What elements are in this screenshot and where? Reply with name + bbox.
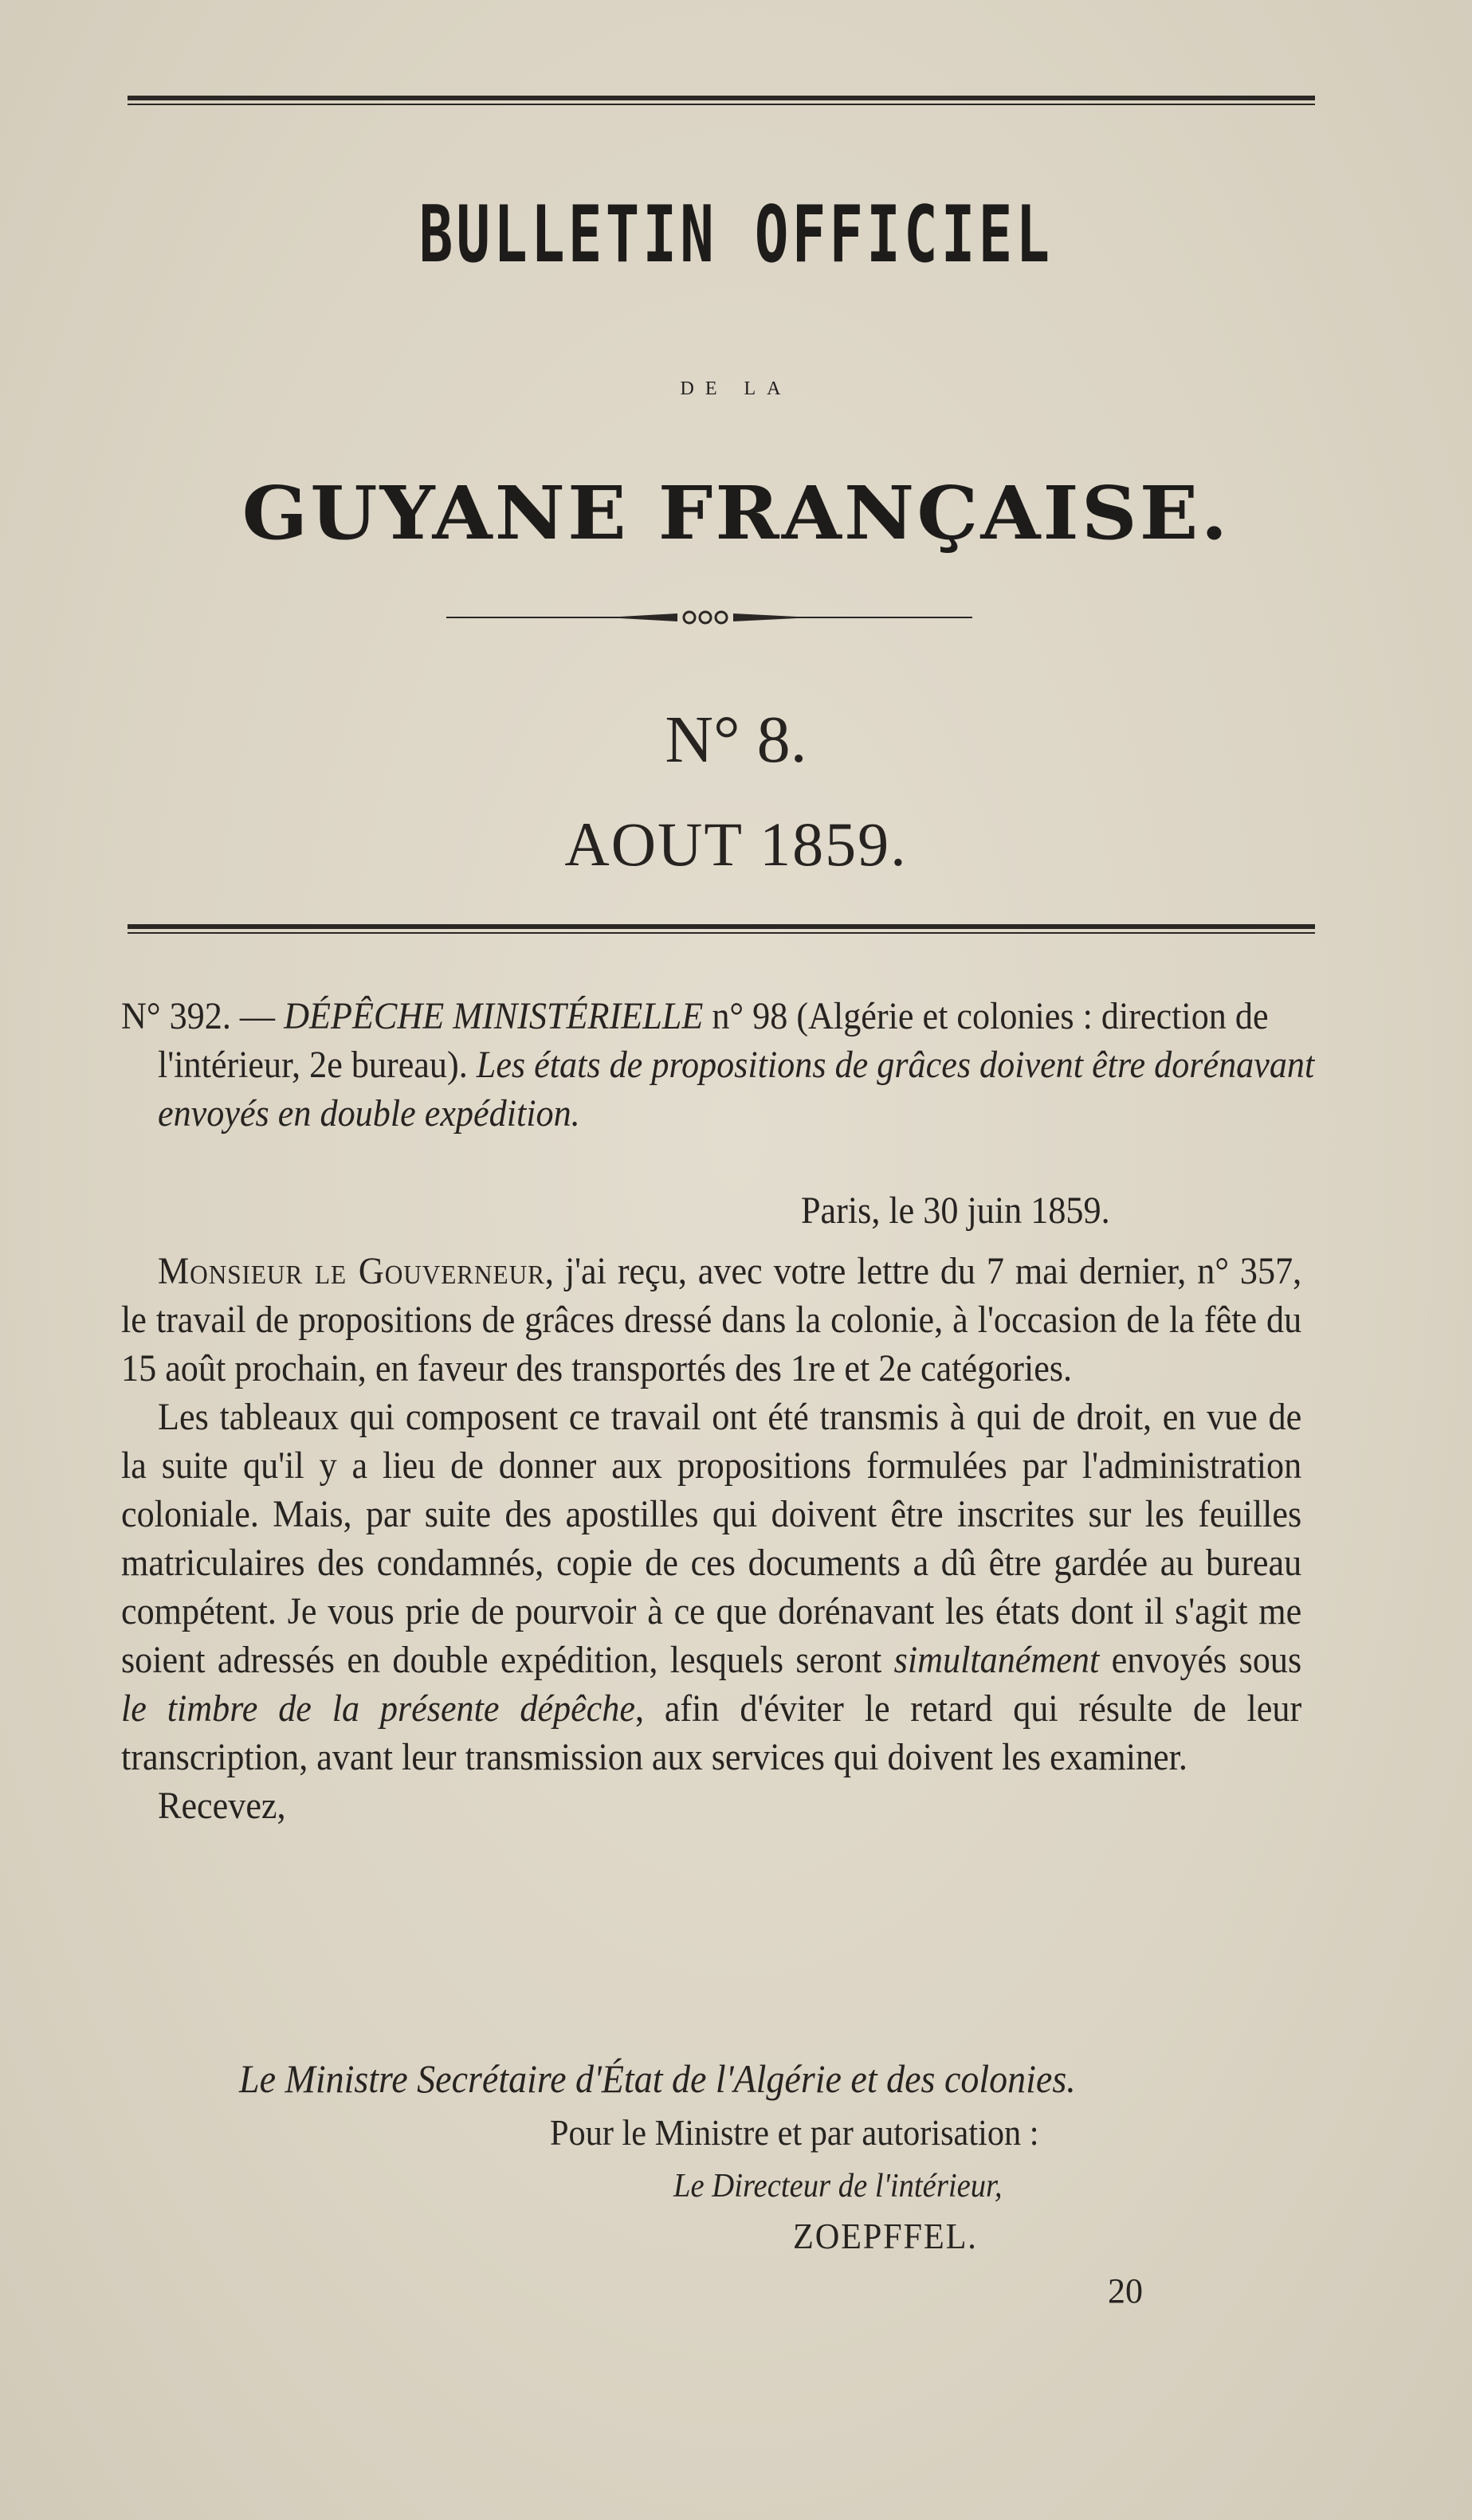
salutation: Monsieur le Gouverneur (158, 1250, 545, 1292)
bulletin-title: BULLETIN OFFICIEL (418, 190, 1054, 280)
paragraph-2-emphasis-2: le timbre de la présente dépêche (121, 1687, 635, 1730)
paragraph-2-text-a: Les tableaux qui composent ce travail ont été transmis à qui de droit, en vue de la suite qu'il y a lieu de donner aux propositions formulées par l'administration coloniale. Mais, par suite des apostilles qui doivent être inscrites sur les feuilles matriculaires des condamnés, copie de ces documents a dû être gardée au bureau compétent. Je vous prie de pourvoir à ce que dorénavant les états dont il s'agit me soient adressés en double expédition, lesquels seront (121, 1396, 1302, 1681)
article-heading (121, 992, 1335, 1138)
article-type: DÉPÊCHE MINISTÉRIELLE (284, 995, 704, 1037)
paragraph-2-text-c: , afin d'éviter le retard qui résulte de leur transcription, avant leur transmission aux services qui doivent les examiner. (121, 1687, 1302, 1778)
ornament-divider (446, 606, 988, 629)
paragraph-2 (121, 1393, 1301, 1781)
place-date: Paris, le 30 juin 1859. (801, 1189, 1110, 1232)
paragraph-1 (121, 1247, 1301, 1393)
signature-authorization: Pour le Ministre et par autorisation : (550, 2112, 1039, 2153)
paragraph-2-emphasis-1: simultanément (893, 1639, 1100, 1681)
issue-date: AOUT 1859. (564, 809, 908, 879)
signature-title: Le Directeur de l'intérieur, (673, 2168, 1003, 2205)
page-number: 20 (1108, 2271, 1143, 2310)
paragraph-2-text-b: envoyés sous (1111, 1639, 1302, 1681)
issue-rule (128, 924, 1315, 934)
closing: Recevez, (158, 1785, 286, 1827)
article-reference: n° 98 (Algérie et colonies : direction de l'intérieur, 2e bureau). (158, 995, 1269, 1086)
colony-title: GUYANE FRANÇAISE. (241, 470, 1231, 556)
paragraph-1-text: , j'ai reçu, avec votre lettre du 7 mai dernier, n° 357, le travail de propositions de grâces dressé dans la colonie, à l'occasion de la fête du 15 août prochain, en faveur des transportés des 1re et 2e catégories. (121, 1250, 1302, 1389)
article-summary: Les états de propositions de grâces doivent être dorénavant envoyés en double expédition. (158, 1044, 1315, 1135)
signature-name: ZOEPFFEL. (793, 2216, 978, 2256)
article-number: N° 392. — (121, 995, 276, 1037)
issue-number: N° 8. (665, 703, 807, 777)
title-connector: DE LA (680, 378, 792, 399)
signature-minister: Le Ministre Secrétaire d'État de l'Algérie et des colonies. (239, 2056, 1076, 2101)
letter-body (121, 1247, 1301, 1830)
top-rule (128, 96, 1315, 105)
